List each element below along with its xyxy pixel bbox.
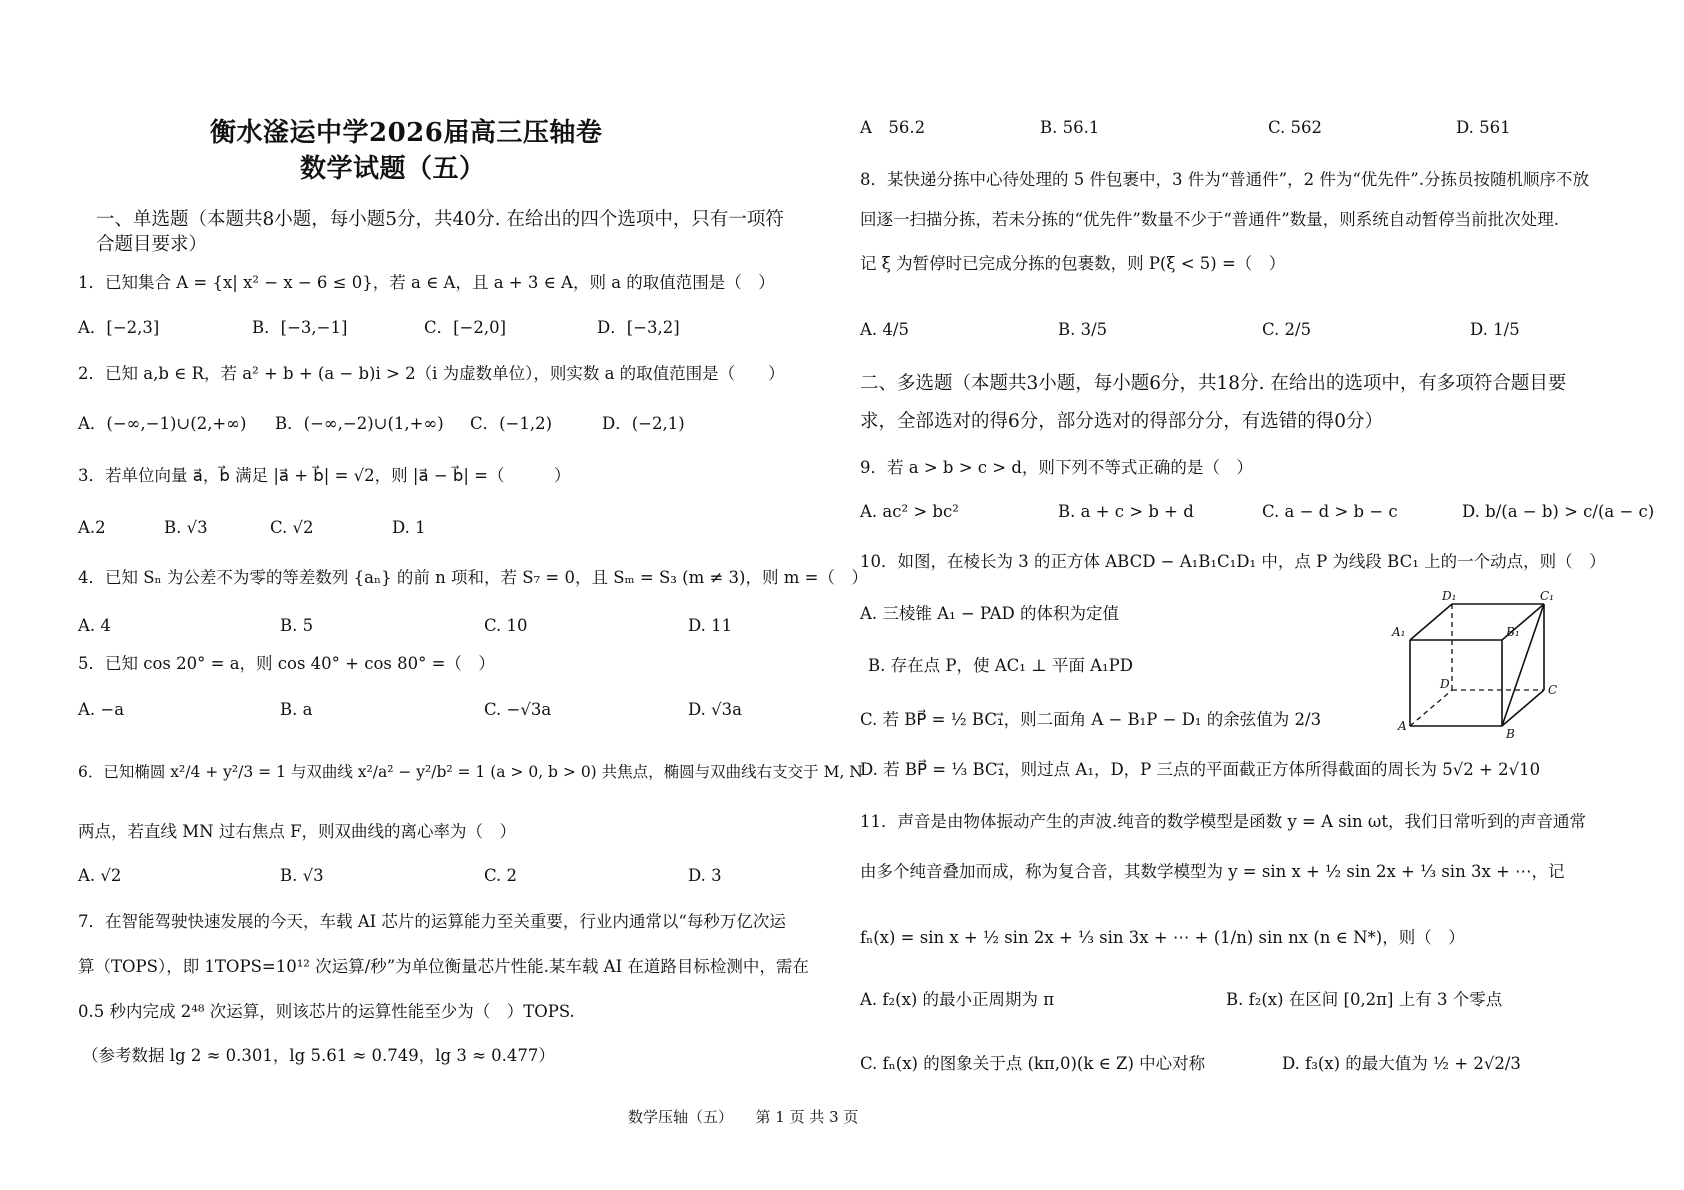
q5-option-b: B. a [280,700,313,719]
q9-stem: 9．若 a > b > c > d，则下列不等式正确的是（ ） [860,458,1253,477]
q7-reference-data: （参考数据 lg 2 ≈ 0.301，lg 5.61 ≈ 0.749，lg 3 ≈ 0.477） [82,1046,555,1065]
q6-stem-line1: 6．已知椭圆 x²/4 + y²/3 = 1 与双曲线 x²/a² − y²/b² = 1 (a > 0, b > 0) 共焦点，椭圆与双曲线右支交于 M, N [78,763,863,781]
cube-figure [1382,590,1582,740]
q11-option-a: A. f₂(x) 的最小正周期为 π [860,990,1055,1009]
q3-option-d: D. 1 [392,518,426,537]
q2-option-a: A．(−∞,−1)∪(2,+∞) [78,414,247,433]
q9-option-c: C. a − d > b − c [1262,502,1398,521]
q10-stem: 10．如图，在棱长为 3 的正方体 ABCD − A₁B₁C₁D₁ 中，点 P 为线段 BC₁ 上的一个动点，则（ ） [860,552,1606,571]
q11-option-b: B. f₂(x) 在区间 [0,2π] 上有 3 个零点 [1226,990,1503,1009]
q3-option-a: A.2 [78,518,106,537]
q6-option-b: B. √3 [280,866,324,885]
q11-stem-line3: fₙ(x) = sin x + ½ sin 2x + ⅓ sin 3x + ⋯ + (1/n) sin nx (n ∈ N*)，则（ ） [860,928,1465,947]
page-footer: 数学压轴（五） 第 1 页 共 3 页 [628,1108,859,1126]
q5-option-d: D. √3a [688,700,742,719]
q11-stem-line1: 11．声音是由物体振动产生的声波.纯音的数学模型是函数 y = A sin ωt，我们日常听到的声音通常 [860,812,1586,831]
q9-option-a: A. ac² > bc² [860,502,959,521]
q7-stem-line1: 7．在智能驾驶快速发展的今天，车载 AI 芯片的运算能力至关重要，行业内通常以“每秒万亿次运 [78,912,786,931]
q10-option-b: B. 存在点 P，使 AC₁ ⊥ 平面 A₁PD [868,656,1133,675]
q5-option-c: C. −√3a [484,700,552,719]
q1-stem: 1．已知集合 A = {x| x² − x − 6 ≤ 0}，若 a ∈ A，且 a + 3 ∈ A，则 a 的取值范围是（ ） [78,273,775,292]
q8-stem-line3: 记 ξ 为暂停时已完成分拣的包裹数，则 P(ξ < 5) =（ ） [860,254,1286,273]
q8-option-a: A. 4/5 [860,320,909,339]
q6-option-c: C. 2 [484,866,518,885]
cube-label-a: A [1398,719,1407,733]
q3-option-b: B. √3 [164,518,208,537]
section2-heading-line2: 求，全部选对的得6分，部分选对的得部分分，有选错的得0分） [860,411,1384,432]
q10-option-d: D. 若 BP⃗ = ⅓ BC₁⃗，则过点 A₁，D，P 三点的平面截正方体所得截面的周长为 5√2 + 2√10 [860,760,1541,779]
q6-option-a: A. √2 [78,866,122,885]
q1-option-a: A．[−2,3] [78,318,160,337]
section1-heading-line1: 一、单选题（本题共8小题，每小题5分，共40分. 在给出的四个选项中，只有一项符 [96,209,784,230]
cube-label-a1: A₁ [1392,625,1406,639]
q7-option-d: D. 561 [1456,118,1511,137]
q8-option-b: B. 3/5 [1058,320,1108,339]
q8-stem-line1: 8．某快递分拣中心待处理的 5 件包裹中，3 件为“普通件”，2 件为“优先件”.分拣员按随机顺序不放 [860,170,1589,189]
q3-option-c: C. √2 [270,518,314,537]
q4-option-b: B. 5 [280,616,314,635]
q8-option-d: D. 1/5 [1470,320,1520,339]
cube-label-c1: C₁ [1540,590,1554,603]
q9-option-b: B. a + c > b + d [1058,502,1194,521]
q10-option-c: C. 若 BP⃗ = ½ BC₁⃗，则二面角 A − B₁P − D₁ 的余弦值为 2/3 [860,710,1322,729]
q4-option-c: C. 10 [484,616,528,635]
q1-option-b: B．[−3,−1] [252,318,348,337]
q5-option-a: A. −a [78,700,125,719]
q8-option-c: C. 2/5 [1262,320,1312,339]
q11-option-c: C. fₙ(x) 的图象关于点 (kπ,0)(k ∈ Z) 中心对称 [860,1054,1206,1073]
q6-option-d: D. 3 [688,866,722,885]
q7-option-a: A 56.2 [860,118,926,137]
q7-option-c: C. 562 [1268,118,1323,137]
q11-option-d: D. f₃(x) 的最大值为 ½ + 2√2/3 [1282,1054,1521,1073]
q7-stem-line3: 0.5 秒内完成 2⁴⁸ 次运算，则该芯片的运算性能至少为（ ）TOPS. [78,1002,575,1021]
q5-stem: 5．已知 cos 20° = a，则 cos 40° + cos 80° =（ ） [78,654,495,673]
cube-label-d1: D₁ [1442,590,1457,603]
cube-label-c: C [1548,683,1558,697]
q7-stem-line2: 算（TOPS），即 1TOPS=10¹² 次运算/秒”为单位衡量芯片性能.某车载 AI 在道路目标检测中，需在 [78,957,809,976]
q11-stem-line2: 由多个纯音叠加而成，称为复合音，其数学模型为 y = sin x + ½ sin 2x + ⅓ sin 3x + ⋯，记 [860,862,1565,881]
cube-label-b1: B₁ [1506,625,1520,639]
section1-heading-line2: 合题目要求） [96,234,208,255]
cube-label-d: D [1440,677,1450,691]
q4-stem: 4．已知 Sₙ 为公差不为零的等差数列 {aₙ} 的前 n 项和，若 S₇ = 0，且 Sₘ = S₃ (m ≠ 3)，则 m =（ ） [78,568,868,587]
q2-option-d: D．(−2,1) [602,414,685,433]
q3-stem: 3．若单位向量 a⃗，b⃗ 满足 |a⃗ + b⃗| = √2，则 |a⃗ − b⃗| =（ ） [78,466,571,485]
q8-stem-line2: 回逐一扫描分拣，若未分拣的“优先件”数量不少于“普通件”数量，则系统自动暂停当前批次处理. [860,210,1559,229]
page-title-line1: 衡水滏运中学2026届高三压轴卷 [210,118,603,148]
q2-option-c: C．(−1,2) [470,414,553,433]
section2-heading-line1: 二、多选题（本题共3小题，每小题6分，共18分. 在给出的选项中，有多项符合题目要 [860,373,1567,394]
q2-option-b: B．(−∞,−2)∪(1,+∞) [275,414,444,433]
q4-option-a: A. 4 [78,616,111,635]
q7-option-b: B. 56.1 [1040,118,1100,137]
q9-option-d: D. b/(a − b) > c/(a − c) [1462,502,1655,521]
q10-option-a: A. 三棱锥 A₁ − PAD 的体积为定值 [860,604,1119,623]
cube-label-b: B [1506,727,1515,740]
q1-option-c: C．[−2,0] [424,318,507,337]
q4-option-d: D. 11 [688,616,733,635]
page-title-line2: 数学试题（五） [300,154,486,184]
q2-stem: 2．已知 a,b ∈ R，若 a² + b + (a − b)i > 2（i 为虚数单位），则实数 a 的取值范围是（ ） [78,364,785,383]
q6-stem-line2: 两点，若直线 MN 过右焦点 F，则双曲线的离心率为（ ） [78,822,517,841]
q1-option-d: D．[−3,2] [597,318,680,337]
